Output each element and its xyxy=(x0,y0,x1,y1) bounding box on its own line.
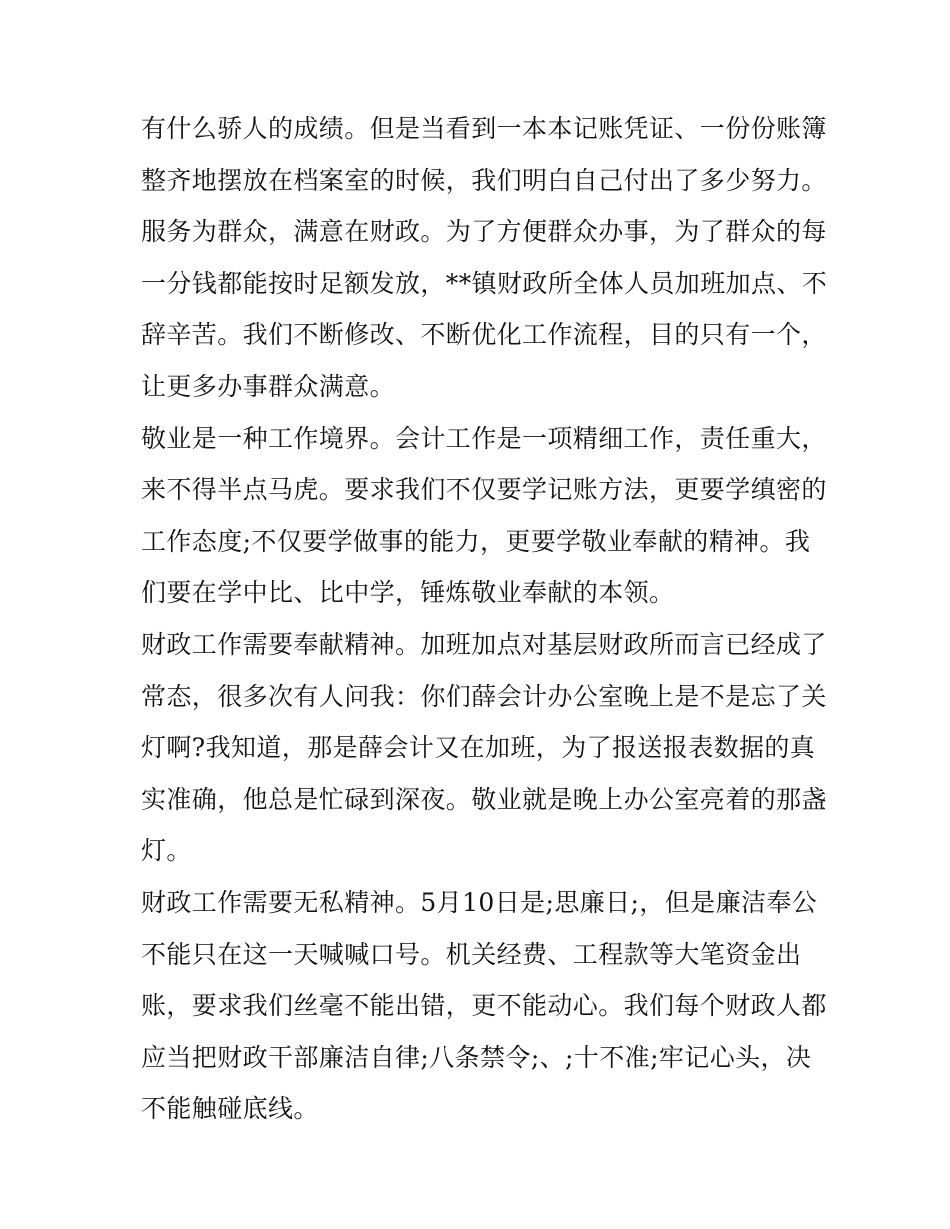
text-line: 不能触碰底线。 xyxy=(141,1094,319,1124)
text-line: 服务为群众，满意在财政。为了方便群众办事，为了群众的每 xyxy=(141,217,827,247)
text-line: 灯。 xyxy=(141,836,192,866)
text-line: 让更多办事群众满意。 xyxy=(141,371,396,401)
text-line: 财政工作需要奉献精神。加班加点对基层财政所而言已经成了 xyxy=(141,629,827,659)
text-line: 灯啊?我知道，那是薛会计又在加班，为了报送报表数据的真 xyxy=(141,733,816,763)
text-line: 实准确，他总是忙碌到深夜。敬业就是晚上办公室亮着的那盏 xyxy=(141,784,827,814)
text-line: 整齐地摆放在档案室的时候，我们明白自己付出了多少努力。 xyxy=(141,165,827,195)
text-line: 应当把财政干部廉洁自律;八条禁令;、;十不准;牢记心头，决 xyxy=(141,1042,812,1072)
text-line: 工作态度;不仅要学做事的能力，更要学敬业奉献的精神。我 xyxy=(141,526,811,556)
text-line: 财政工作需要无私精神。5月10日是;思廉日;，但是廉洁奉公 xyxy=(141,887,818,917)
text-line: 来不得半点马虎。要求我们不仅要学记账方法，更要学缜密的 xyxy=(141,475,827,505)
text-line: 们要在学中比、比中学，锤炼敬业奉献的本领。 xyxy=(141,578,675,608)
text-line: 常态，很多次有人问我：你们薛会计办公室晚上是不是忘了关 xyxy=(141,681,827,711)
document-body xyxy=(141,103,828,1135)
text-line: 账，要求我们丝毫不能出错，更不能动心。我们每个财政人都 xyxy=(141,991,827,1021)
text-line: 一分钱都能按时足额发放，**镇财政所全体人员加班加点、不 xyxy=(141,268,828,298)
text-line: 有什么骄人的成绩。但是当看到一本本记账凭证、一份份账簿 xyxy=(141,114,827,143)
text-line: 不能只在这一天喊喊口号。机关经费、工程款等大笔资金出 xyxy=(141,939,802,969)
text-line: 辞辛苦。我们不断修改、不断优化工作流程，目的只有一个， xyxy=(141,320,827,350)
text-line: 敬业是一种工作境界。会计工作是一项精细工作，责任重大， xyxy=(141,423,827,453)
